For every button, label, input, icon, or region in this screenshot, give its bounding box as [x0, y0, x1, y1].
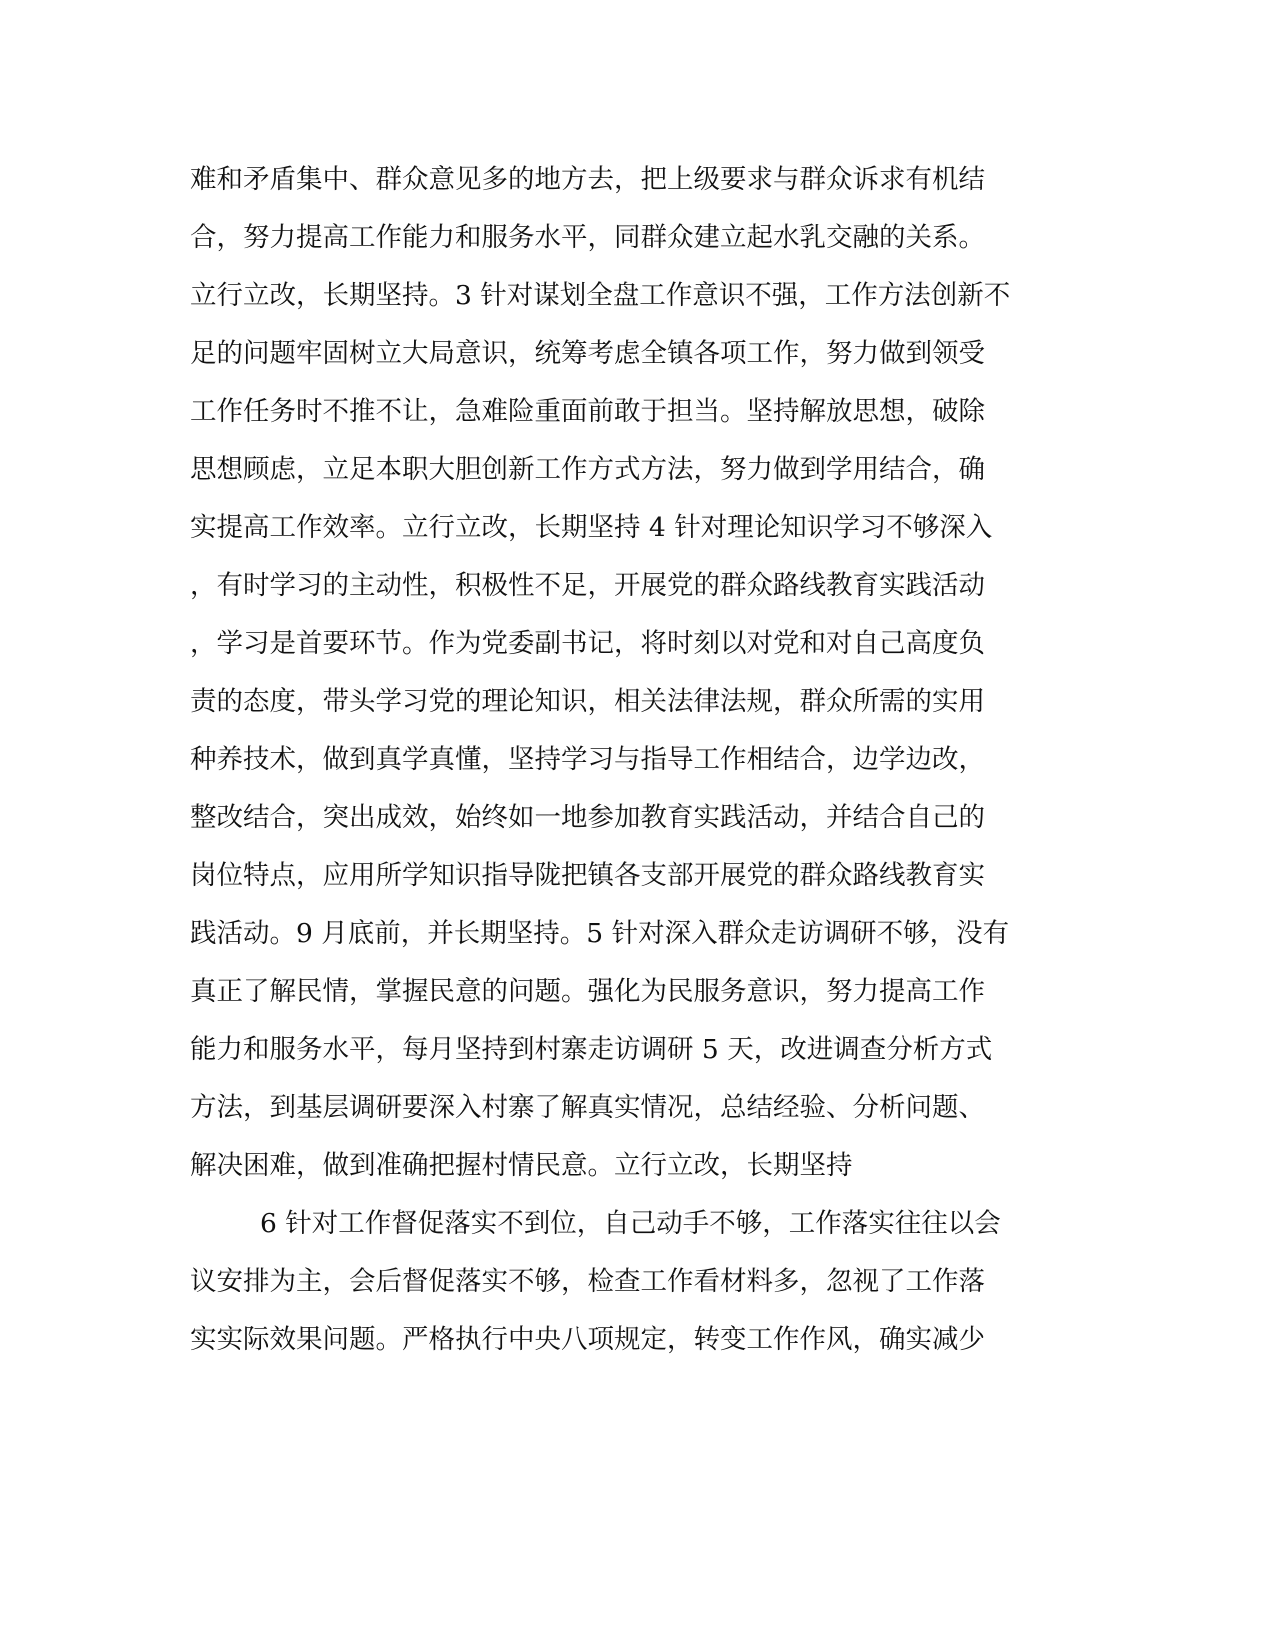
text-line: 方法，到基层调研要深入村寨了解真实情况，总结经验、分析问题、	[190, 1092, 985, 1123]
text-line: 能力和服务水平，每月坚持到村寨走访调研 5 天，改进调查分析方式	[190, 1034, 993, 1065]
text-line: 解决困难，做到准确把握村情民意。立行立改，长期坚持	[190, 1150, 853, 1181]
text-line: ，学习是首要环节。作为党委副书记，将时刻以对党和对自己高度负	[190, 628, 985, 659]
text-line: 立行立改，长期坚持。3 针对谋划全盘工作意识不强，工作方法创新不	[190, 280, 1011, 311]
text-line: 岗位特点，应用所学知识指导陇把镇各支部开展党的群众路线教育实	[190, 860, 985, 891]
text-line: 足的问题牢固树立大局意识，统筹考虑全镇各项工作，努力做到领受	[190, 338, 985, 369]
paragraph-first-line: 6 针对工作督促落实不到位，自己动手不够，工作落实往往以会	[260, 1208, 1001, 1239]
text-line: 思想顾虑，立足本职大胆创新工作方式方法，努力做到学用结合，确	[190, 454, 985, 485]
text-line: 责的态度，带头学习党的理论知识，相关法律法规，群众所需的实用	[190, 686, 985, 717]
text-line: 真正了解民情，掌握民意的问题。强化为民服务意识，努力提高工作	[190, 976, 985, 1007]
text-line: 实提高工作效率。立行立改，长期坚持 4 针对理论知识学习不够深入	[190, 512, 993, 543]
text-line: 种养技术，做到真学真懂，坚持学习与指导工作相结合，边学边改，	[190, 744, 985, 775]
text-line: 合，努力提高工作能力和服务水平，同群众建立起水乳交融的关系。	[190, 222, 985, 253]
text-line: ，有时学习的主动性，积极性不足，开展党的群众路线教育实践活动	[190, 570, 985, 601]
text-line: 难和矛盾集中、群众意见多的地方去，把上级要求与群众诉求有机结	[190, 164, 985, 195]
text-line: 议安排为主，会后督促落实不够，检查工作看材料多，忽视了工作落	[190, 1266, 985, 1297]
text-line: 践活动。9 月底前，并长期坚持。5 针对深入群众走访调研不够，没有	[190, 918, 1010, 949]
text-line: 整改结合，突出成效，始终如一地参加教育实践活动，并结合自己的	[190, 802, 985, 833]
text-line: 工作任务时不推不让，急难险重面前敢于担当。坚持解放思想，破除	[190, 396, 985, 427]
text-line: 实实际效果问题。严格执行中央八项规定，转变工作作风，确实减少	[190, 1324, 985, 1355]
